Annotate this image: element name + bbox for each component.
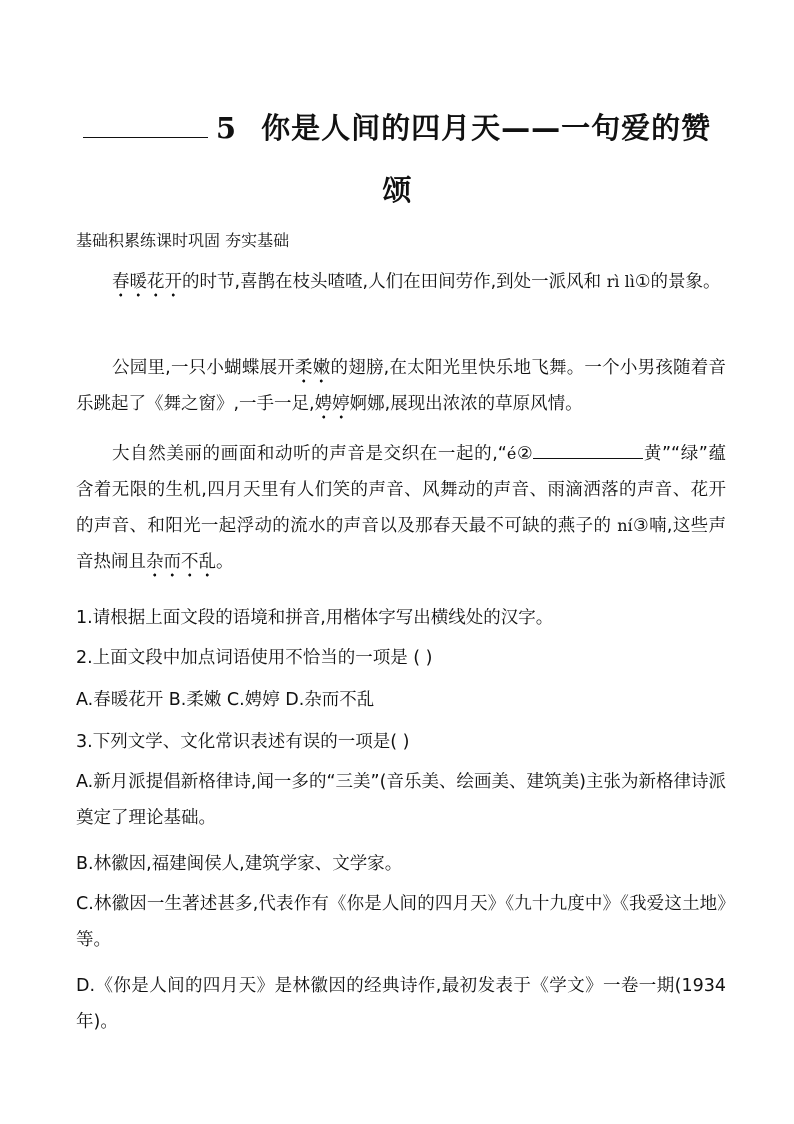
dotted-word-rounen: 柔嫩 bbox=[295, 358, 330, 384]
passage-text: 公园里,一只小蝴蝶展开 bbox=[112, 358, 296, 378]
question-3-option-d: D.《你是人间的四月天》是林徽因的经典诗作,最初发表于《学文》一卷一期(1934年)。 bbox=[76, 976, 726, 1032]
blank-marker-1: ① bbox=[634, 272, 651, 292]
passage-text: 大自然美丽的画面和动听的声音是交织在一起的,“ bbox=[112, 444, 507, 464]
question-3-option-b: B.林徽因,福建闽侯人,建筑学家、文学家。 bbox=[76, 854, 403, 874]
title-blank bbox=[83, 111, 208, 138]
passage-text: 的翅膀,在太阳光里快乐地飞舞。一个小男孩随着音乐跳起了《舞之窗》,一手一足, bbox=[76, 358, 727, 414]
passage-paragraph-1 bbox=[76, 264, 726, 300]
pinyin-rili: rì lì bbox=[606, 272, 635, 291]
section-heading: 基础积累练课时巩固 夯实基础 bbox=[76, 231, 290, 250]
question-3-option-a: A.新月派提倡新格律诗,闻一多的“三美”(音乐美、绘画美、建筑美)主张为新格律诗派奠定了理论基础。 bbox=[76, 772, 726, 828]
question-2: 2.上面文段中加点词语使用不恰当的一项是 ( ) bbox=[76, 648, 433, 668]
blank-marker-3: ③ bbox=[632, 516, 650, 536]
dotted-word-zaerbuluan: 杂而不乱 bbox=[146, 552, 216, 578]
question-2-options: A.春暖花开 B.柔嫩 C.娉婷 D.杂而不乱 bbox=[76, 690, 375, 710]
passage-paragraph-3 bbox=[76, 436, 726, 580]
question-3: 3.下列文学、文化常识表述有误的一项是( ) bbox=[76, 732, 410, 752]
question-3-option-c: C.林徽因一生著述甚多,代表作有《你是人间的四月天》《九十九度中》《我爱这土地》等。 bbox=[76, 894, 726, 950]
answer-blank-2[interactable] bbox=[533, 440, 643, 459]
dotted-word-chunnuanhuakai: 春暖花开 bbox=[112, 272, 182, 298]
passage-text: 婀娜,展现出浓浓的草原风情。 bbox=[349, 394, 583, 414]
lesson-title-text: 你是人间的四月天——一句爱的赞 bbox=[261, 111, 712, 145]
question-1: 1.请根据上面文段的语境和拼音,用楷体字写出横线处的汉字。 bbox=[76, 608, 554, 628]
passage-text: 的景象。 bbox=[650, 272, 721, 292]
passage-text: 。 bbox=[216, 552, 234, 572]
lesson-title-continuation: 颂 bbox=[382, 173, 412, 207]
dotted-word-pingting: 娉婷 bbox=[315, 394, 350, 420]
lesson-title bbox=[0, 108, 794, 148]
passage-text: 的时节,喜鹊在枝头喳喳,人们在田间劳作,到处一派风和 bbox=[182, 272, 607, 292]
passage-paragraph-2 bbox=[76, 350, 726, 422]
pinyin-e: é bbox=[506, 444, 517, 463]
pinyin-ni: ní bbox=[617, 516, 633, 535]
lesson-number: 5 bbox=[215, 111, 238, 145]
passage-text: 喃,这些声音热闹且 bbox=[76, 516, 727, 572]
passage-text: 黄”“绿”蕴含着无限的生机,四月天里有人们笑的声音、风舞动的声音、雨滴洒落的声音、花开的声音、和阳光一起浮动的流水的声音以及那春天最不可缺的燕子的 bbox=[76, 444, 726, 536]
blank-marker-2: ② bbox=[516, 444, 534, 464]
